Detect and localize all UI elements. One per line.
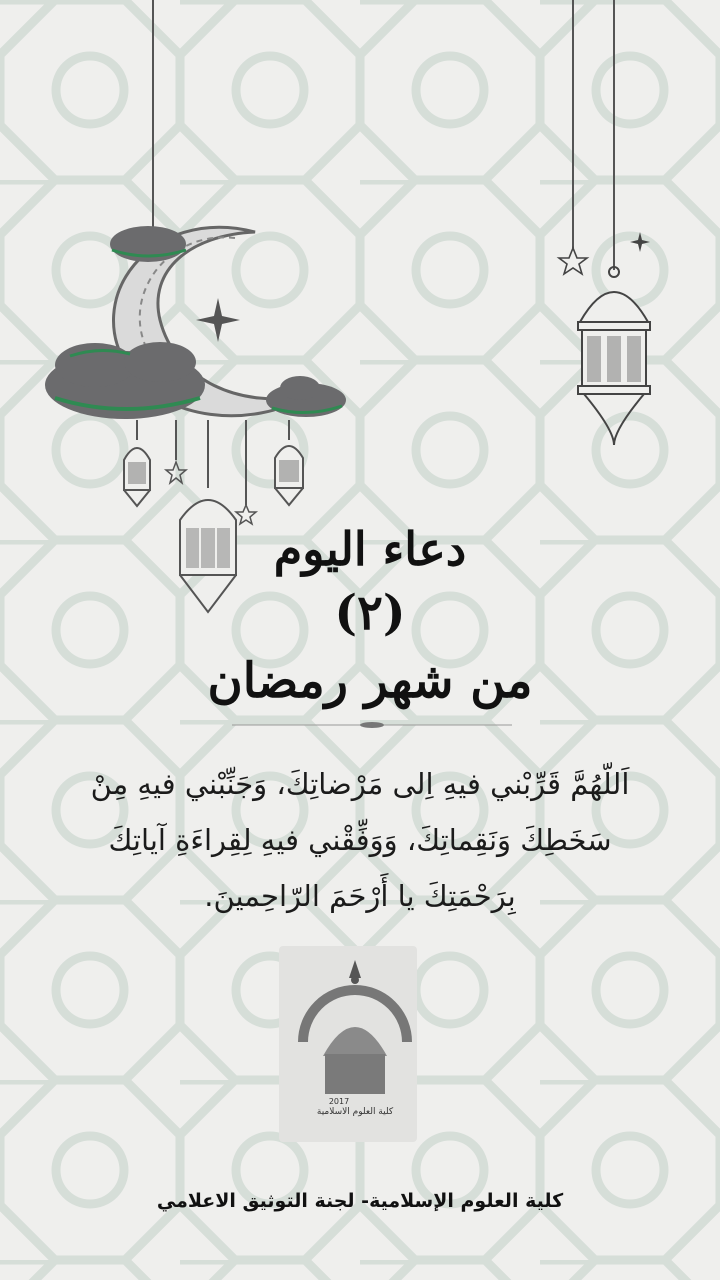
star-icon — [559, 248, 587, 274]
star-icon — [166, 462, 186, 483]
footer-credit: كلية العلوم الإسلامية- لجنة التوثيق الاعلامي — [156, 1190, 564, 1212]
logo-college-label: كلية العلوم الاسلامية — [316, 1107, 394, 1117]
university-logo — [279, 946, 417, 1142]
logo-emblem — [279, 946, 417, 1142]
cloud-icon — [266, 376, 346, 417]
star-icon — [630, 232, 650, 252]
title-divider — [232, 720, 512, 730]
lantern-icon — [275, 446, 303, 505]
star-icon — [196, 298, 240, 342]
title-line-1: دعاء اليوم — [273, 522, 467, 576]
cloud-icon — [45, 342, 205, 419]
title-block — [200, 518, 540, 716]
title-line-3: من شهر رمضان — [207, 653, 533, 709]
prayer-text: اَللّهُمَّ قَرِّبْني فيهِ اِلى مَرْضاتِكَ، وَجَنِّبْني فيهِ مِنْ سَخَطِكَ وَنَقِماتِكَ، وَوَفِّقْني فيهِ لِقِراءَةِ آياتِكَ بِرَحْمَتِكَ يا أَرْحَمَ الرّاحِمينَ. — [90, 767, 630, 913]
cloud-icon — [110, 226, 186, 262]
title-line-2: (٢) — [334, 585, 406, 641]
lantern-icon — [124, 448, 150, 506]
lantern-icon — [578, 267, 650, 445]
logo-year: 2017 — [328, 1097, 350, 1106]
